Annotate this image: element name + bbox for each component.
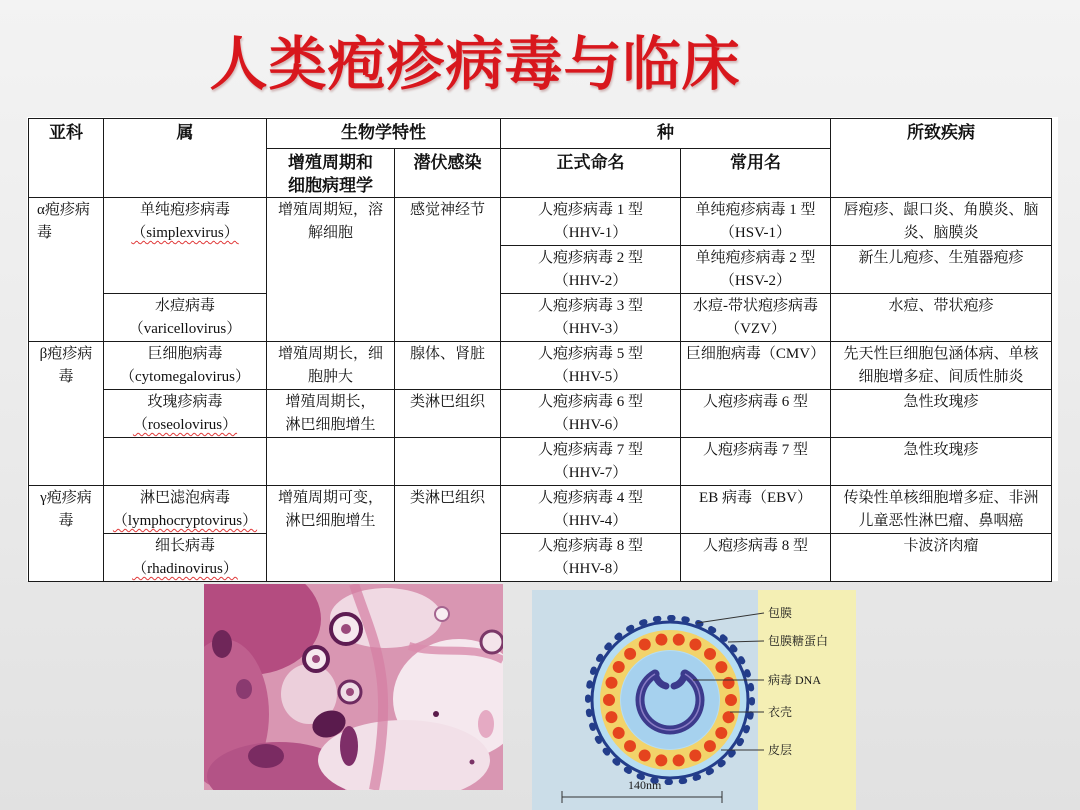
cell-latency-empty bbox=[395, 438, 501, 486]
virion-structure-diagram bbox=[532, 590, 856, 810]
table-row-hhv6 bbox=[29, 390, 1052, 438]
cell-formal-hhv3 bbox=[501, 294, 681, 342]
genus-latin-name: （roseolovirus） bbox=[132, 417, 238, 433]
disease-text: 炎、脑膜炎 bbox=[903, 225, 979, 241]
cell-genus-roseolovirus bbox=[104, 390, 267, 438]
genus-chinese-name: 玫瑰疹病毒 bbox=[147, 394, 223, 410]
header-cycle-line: 细胞病理学 bbox=[288, 176, 373, 195]
header-cycle-line: 增殖周期和 bbox=[288, 153, 373, 172]
cell-genus-empty bbox=[104, 438, 267, 486]
genus-chinese-name: 细长病毒 bbox=[154, 538, 215, 554]
cell-disease-hhv6 bbox=[831, 390, 1052, 438]
cell-common-hhv4 bbox=[681, 486, 831, 534]
genus-latin-name: （varicellovirus） bbox=[128, 321, 242, 337]
cell-cycle-roseolovirus bbox=[267, 390, 395, 438]
cell-formal-hhv5 bbox=[501, 342, 681, 390]
formal-name-text: 人疱疹病毒 6 型 bbox=[537, 394, 643, 410]
cell-subfamily-beta bbox=[29, 342, 104, 486]
genus-chinese-name: 巨细胞病毒 bbox=[147, 346, 223, 362]
subfamily-text: 毒 bbox=[37, 225, 53, 241]
label-panel bbox=[758, 590, 856, 810]
header-genus: 属 bbox=[104, 119, 267, 198]
genus-latin-name: （lymphocryptovirus） bbox=[112, 513, 258, 529]
genus-chinese-name: 单纯疱疹病毒 bbox=[139, 202, 230, 218]
common-name-text: 巨细胞病毒（CMV） bbox=[685, 346, 826, 362]
formal-name-text: 人疱疹病毒 5 型 bbox=[537, 346, 643, 362]
table-header-row bbox=[29, 119, 1052, 149]
cell-nucleus bbox=[212, 630, 232, 658]
disease-text: 唇疱疹、龈口炎、角膜炎、脑 bbox=[843, 202, 1039, 218]
cell-disease-hhv5 bbox=[831, 342, 1052, 390]
formal-code-text: （HHV-2） bbox=[553, 273, 628, 289]
subfamily-text: 毒 bbox=[58, 513, 74, 529]
table-row-hhv1 bbox=[29, 198, 1052, 246]
formal-name-text: 人疱疹病毒 1 型 bbox=[537, 202, 643, 218]
herpesvirus-table-panel bbox=[27, 117, 1058, 581]
inclusion-body bbox=[312, 655, 320, 663]
cell-disease-hhv2 bbox=[831, 246, 1052, 294]
cell-common-hhv3 bbox=[681, 294, 831, 342]
formal-code-text: （HHV-1） bbox=[553, 225, 628, 241]
cell-common-hhv1 bbox=[681, 198, 831, 246]
header-disease: 所致疾病 bbox=[831, 119, 1052, 198]
disease-text: 水痘、带状疱疹 bbox=[888, 298, 994, 314]
cycle-text: 增殖周期可变， bbox=[277, 490, 383, 506]
subfamily-text: γ疱疹病 bbox=[40, 490, 92, 506]
label-capsid: 衣壳 bbox=[768, 705, 793, 719]
formal-code-text: （HHV-3） bbox=[553, 321, 628, 337]
common-name-text: 单纯疱疹病毒 2 型 bbox=[695, 250, 816, 266]
common-name-text: 人疱疹病毒 7 型 bbox=[702, 442, 808, 458]
table-row-hhv4 bbox=[29, 486, 1052, 534]
cell-subfamily-gamma bbox=[29, 486, 104, 582]
label-glycoprotein: 包膜糖蛋白 bbox=[768, 634, 829, 648]
table-row-hhv8 bbox=[29, 534, 1052, 582]
formal-name-text: 人疱疹病毒 2 型 bbox=[537, 250, 643, 266]
cell-formal-hhv6 bbox=[501, 390, 681, 438]
label-viral-dna: 病毒 DNA bbox=[768, 673, 821, 687]
header-biology: 生物学特性 bbox=[267, 119, 501, 149]
header-latency: 潜伏感染 bbox=[395, 149, 501, 198]
cell-common-hhv7 bbox=[681, 438, 831, 486]
formal-name-text: 人疱疹病毒 8 型 bbox=[537, 538, 643, 554]
cell-latency-gamma: 类淋巴组织 bbox=[395, 486, 501, 582]
cell-genus-cytomegalovirus bbox=[104, 342, 267, 390]
cell-disease-hhv8 bbox=[831, 534, 1052, 582]
cell-nucleus bbox=[470, 760, 475, 765]
disease-text: 传染性单核细胞增多症、非洲 bbox=[843, 490, 1039, 506]
cell-formal-hhv8 bbox=[501, 534, 681, 582]
header-formal-name: 正式命名 bbox=[501, 149, 681, 198]
header-subfamily: 亚科 bbox=[29, 119, 104, 198]
subfamily-text: 毒 bbox=[58, 369, 74, 385]
genus-chinese-name: 水痘病毒 bbox=[154, 298, 215, 314]
header-cycle bbox=[267, 149, 395, 198]
disease-text: 细胞增多症、间质性肺炎 bbox=[858, 369, 1024, 385]
tissue-patch bbox=[478, 710, 494, 738]
cell-cycle-empty bbox=[267, 438, 395, 486]
cycle-text: 解细胞 bbox=[307, 225, 353, 241]
cycle-text: 增殖周期长， bbox=[285, 394, 376, 410]
common-name-text: EB 病毒（EBV） bbox=[699, 490, 812, 506]
common-name-text: 单纯疱疹病毒 1 型 bbox=[695, 202, 816, 218]
formal-name-text: 人疱疹病毒 3 型 bbox=[537, 298, 643, 314]
genus-chinese-name: 淋巴滤泡病毒 bbox=[139, 490, 230, 506]
inclusion-body bbox=[346, 688, 354, 696]
cell-cycle-cytomegalovirus bbox=[267, 342, 395, 390]
formal-code-text: （HHV-7） bbox=[553, 465, 628, 481]
disease-text: 儿童恶性淋巴瘤、鼻咽癌 bbox=[858, 513, 1024, 529]
cell-formal-hhv7 bbox=[501, 438, 681, 486]
cell-latency-alpha: 感觉神经节 bbox=[395, 198, 501, 342]
cell-common-hhv2 bbox=[681, 246, 831, 294]
disease-text: 新生儿疱疹、生殖器疱疹 bbox=[858, 250, 1024, 266]
table-row-hhv7 bbox=[29, 438, 1052, 486]
cell-disease-hhv1 bbox=[831, 198, 1052, 246]
disease-text: 急性玫瑰疹 bbox=[903, 394, 979, 410]
formal-code-text: （HHV-8） bbox=[553, 561, 628, 577]
cell-common-hhv6 bbox=[681, 390, 831, 438]
inclusion-body bbox=[341, 624, 351, 634]
common-name-text: 水痘-带状疱疹病毒 bbox=[693, 298, 818, 314]
label-envelope: 包膜 bbox=[768, 606, 793, 620]
cell-cycle-gamma bbox=[267, 486, 395, 582]
genus-latin-name: （simplexvirus） bbox=[131, 225, 239, 241]
cycle-text: 淋巴细胞增生 bbox=[285, 417, 376, 433]
header-common-name: 常用名 bbox=[681, 149, 831, 198]
cell-genus-simplexvirus bbox=[104, 198, 267, 294]
cell-subfamily-alpha bbox=[29, 198, 104, 342]
cell-genus-varicellovirus bbox=[104, 294, 267, 342]
common-name-text: 人疱疹病毒 6 型 bbox=[702, 394, 808, 410]
common-name-text: 人疱疹病毒 8 型 bbox=[702, 538, 808, 554]
disease-text: 先天性巨细胞包涵体病、单核 bbox=[843, 346, 1039, 362]
cell-disease-hhv4 bbox=[831, 486, 1052, 534]
common-code-text: （HSV-1） bbox=[719, 225, 792, 241]
formal-code-text: （HHV-4） bbox=[553, 513, 628, 529]
cell-disease-hhv7 bbox=[831, 438, 1052, 486]
cell-nucleus bbox=[433, 711, 439, 717]
histology-micrograph bbox=[204, 584, 503, 790]
formal-name-text: 人疱疹病毒 7 型 bbox=[537, 442, 643, 458]
cycle-text: 增殖周期长，细 bbox=[277, 346, 383, 362]
herpesvirus-table bbox=[28, 118, 1052, 582]
cell-formal-hhv1 bbox=[501, 198, 681, 246]
header-species: 种 bbox=[501, 119, 831, 149]
cell-nucleus bbox=[236, 679, 252, 699]
cell-nucleus bbox=[248, 744, 284, 768]
cell-genus-rhadinovirus bbox=[104, 534, 267, 582]
disease-text: 急性玫瑰疹 bbox=[903, 442, 979, 458]
formal-name-text: 人疱疹病毒 4 型 bbox=[537, 490, 643, 506]
infected-cell bbox=[481, 631, 503, 653]
genus-latin-name: （cytomegalovirus） bbox=[120, 369, 250, 385]
cell-nucleus bbox=[340, 726, 358, 766]
genus-latin-name: （rhadinovirus） bbox=[132, 561, 238, 577]
cell-latency-cytomegalovirus: 腺体、肾脏 bbox=[395, 342, 501, 390]
cell-formal-hhv4 bbox=[501, 486, 681, 534]
cell-formal-hhv2 bbox=[501, 246, 681, 294]
slide-title: 人类疱疹病毒与临床 bbox=[209, 32, 741, 97]
formal-code-text: （HHV-6） bbox=[553, 417, 628, 433]
cycle-text: 增殖周期短，溶 bbox=[277, 202, 383, 218]
cycle-text: 胞肿大 bbox=[307, 369, 353, 385]
cell bbox=[435, 607, 449, 621]
subfamily-text: α疱疹病 bbox=[37, 202, 90, 218]
cell-latency-roseolovirus: 类淋巴组织 bbox=[395, 390, 501, 438]
cell-common-hhv8 bbox=[681, 534, 831, 582]
common-code-text: （VZV） bbox=[725, 321, 786, 337]
scale-label: 140nm bbox=[628, 778, 662, 792]
cell-disease-hhv3 bbox=[831, 294, 1052, 342]
cell-common-hhv5 bbox=[681, 342, 831, 390]
formal-code-text: （HHV-5） bbox=[553, 369, 628, 385]
table-row-hhv3 bbox=[29, 294, 1052, 342]
subfamily-text: β疱疹病 bbox=[39, 346, 93, 362]
cell-cycle-alpha bbox=[267, 198, 395, 342]
common-code-text: （HSV-2） bbox=[719, 273, 792, 289]
disease-text: 卡波济肉瘤 bbox=[903, 538, 979, 554]
cycle-text: 淋巴细胞增生 bbox=[285, 513, 376, 529]
label-tegument: 皮层 bbox=[768, 743, 793, 757]
cell-genus-lymphocryptovirus bbox=[104, 486, 267, 534]
table-row-hhv5 bbox=[29, 342, 1052, 390]
